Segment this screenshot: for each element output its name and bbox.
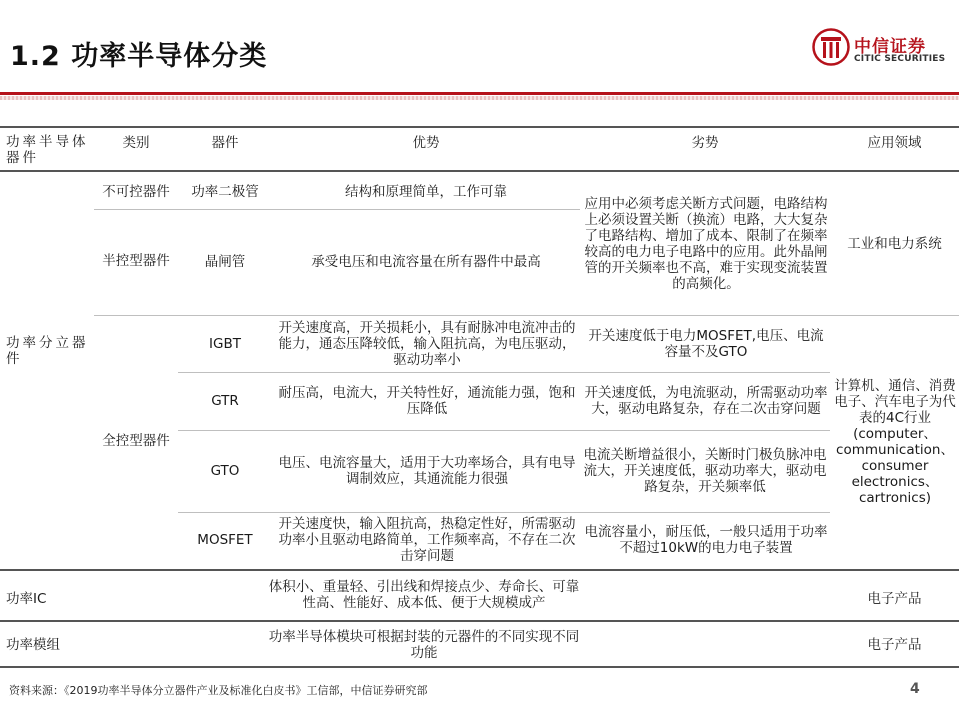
device-gto: GTO [210, 463, 240, 479]
disadvantage-gto: 电流关断增益很小，关断时门极负脉冲电流大，开关速度低，驱动功率大，驱动电路复杂，开关频率低 [583, 447, 827, 495]
table-bottom-rule [0, 666, 959, 668]
device-gtr: GTR [211, 393, 239, 409]
advantage-gtr: 耐压高，电流大，开关特性好，通流能力强，饱和压降低 [278, 385, 576, 417]
table-top-rule [0, 126, 959, 128]
advantage-diode: 结构和原理简单，工作可靠 [345, 184, 507, 200]
category-uncontrolled: 不可控器件 [102, 184, 170, 200]
category-semi: 半控型器件 [102, 253, 170, 269]
row-divider-gto [178, 512, 830, 513]
row-divider-thyristor [94, 315, 580, 316]
advantage-thyristor: 承受电压和电流容量在所有器件中最高 [311, 254, 541, 270]
header-disadvantages: 劣势 [691, 135, 719, 151]
header-category: 类别 [122, 135, 150, 151]
advantage-mosfet: 开关速度快，输入阻抗高，热稳定性好，所需驱动功率小且驱动电路简单，工作频率高，不存在二次击穿问题 [278, 516, 576, 564]
page-title: 1.2 功率半导体分类 [10, 41, 268, 72]
disadvantage-igbt: 开关速度低于电力MOSFET,电压、电流容量不及GTO [588, 328, 824, 360]
page-number: 4 [910, 681, 920, 697]
header-applications: 应用领域 [867, 135, 922, 151]
advantage-gto: 电压、电流容量大，适用于大功率场合，具有电导调制效应，其通流能力很强 [278, 455, 576, 487]
application-full: 计算机、通信、消费电子、汽车电子为代表的4C行业(computer、communication、consumer electronics、cartronics) [834, 378, 956, 506]
title-rule [0, 92, 959, 95]
disadvantage-mosfet: 电流容量小，耐压低，一般只适用于功率不超过10kW的电力电子装置 [584, 524, 828, 556]
row-divider-igbt [178, 372, 830, 373]
row-divider-right [580, 315, 959, 316]
header-device-type: 功率半导体器件 [6, 134, 89, 166]
row-divider-ic [0, 620, 959, 622]
device-igbt: IGBT [209, 336, 241, 352]
citic-logo-icon [812, 28, 850, 66]
citic-logo [812, 28, 952, 68]
row-divider-diode [94, 209, 580, 210]
source-note: 资料来源：《2019功率半导体分立器件产业及标准化白皮书》工信部，中信证券研究部 [9, 684, 428, 697]
group-ic: 功率IC [6, 591, 47, 607]
group-discrete: 功率分立器件 [6, 335, 89, 367]
device-thyristor: 晶闸管 [204, 254, 246, 270]
advantage-module: 功率半导体模块可根据封装的元器件的不同实现不同功能 [268, 629, 580, 661]
group-module: 功率模组 [6, 637, 60, 653]
disadvantage-gtr: 开关速度低，为电流驱动，所需驱动功率大，驱动电路复杂，存在二次击穿问题 [584, 385, 828, 417]
advantage-ic: 体积小、重量轻、引出线和焊接点少、寿命长、可靠性高、性能好、成本低、便于大规模成产 [268, 579, 580, 611]
header-device: 器件 [211, 135, 239, 151]
application-ic: 电子产品 [867, 591, 922, 607]
header-advantages: 优势 [412, 135, 440, 151]
application-module: 电子产品 [867, 637, 922, 653]
device-mosfet: MOSFET [197, 532, 253, 548]
application-top: 工业和电力系统 [847, 236, 942, 252]
device-diode: 功率二极管 [191, 184, 259, 200]
header-bottom-rule [0, 170, 959, 172]
disadvantage-top: 应用中必须考虑关断方式问题，电路结构上必须设置关断（换流）电路，大大复杂了电路结构、增加了成本、限制了在频率较高的电力电子电路中的应用。此外晶闸管的开关频率也不高，难于实现变流装置的高频化。 [584, 196, 828, 292]
category-full: 全控型器件 [102, 433, 170, 449]
row-divider-discrete [0, 569, 959, 571]
row-divider-gtr [178, 430, 830, 431]
advantage-igbt: 开关速度高，开关损耗小，具有耐脉冲电流冲击的能力，通态压降较低，输入阻抗高，为电压驱动，驱动功率小 [278, 320, 576, 368]
logo-text-en: CITIC SECURITIES [854, 54, 946, 64]
title-rule-texture [0, 96, 959, 100]
logo-text-cn: 中信证券 [854, 37, 926, 57]
